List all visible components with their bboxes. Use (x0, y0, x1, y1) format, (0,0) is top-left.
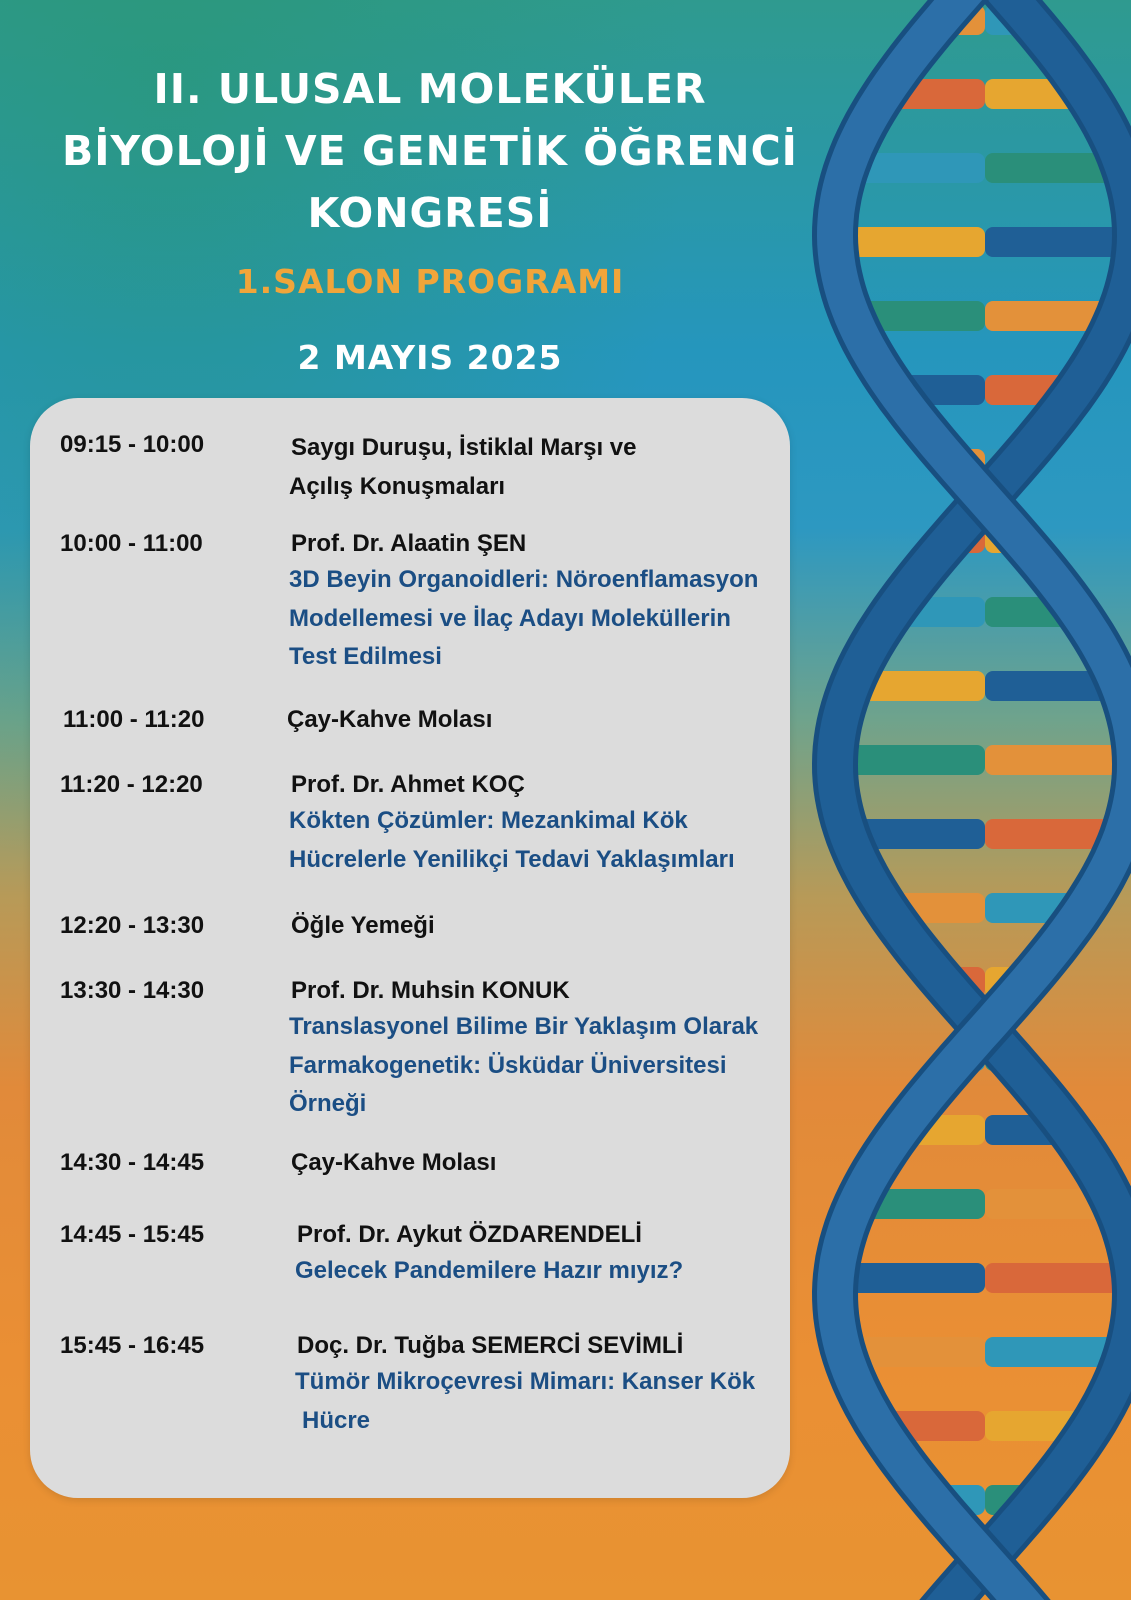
session-time: 11:20 - 12:20 (60, 771, 203, 798)
speaker-name: Doç. Dr. Tuğba SEMERCİ SEVİMLİ (297, 1332, 684, 1359)
talk-title: Örneği (289, 1090, 367, 1117)
session-time: 14:30 - 14:45 (60, 1149, 205, 1176)
event-date: 2 MAYIS 2025 (297, 338, 563, 377)
session-time: 14:45 - 15:45 (60, 1221, 205, 1248)
hall-program-subtitle: 1.SALON PROGRAMI (235, 262, 625, 301)
session-event: Açılış Konuşmaları (289, 473, 506, 500)
session-detail (291, 1146, 811, 1180)
title-line: KONGRESİ (307, 189, 553, 237)
session-event: Çay-Kahve Molası (291, 1149, 497, 1176)
session-detail (291, 527, 811, 677)
talk-title: Translasyonel Bilime Bir Yaklaşım Olarak (289, 1013, 759, 1040)
talk-title: Tümör Mikroçevresi Mimarı: Kanser Kök (295, 1368, 756, 1395)
session-event: Öğle Yemeği (291, 912, 435, 939)
session-event: Saygı Duruşu, İstiklal Marşı ve (291, 434, 637, 461)
session-time: 13:30 - 14:30 (60, 977, 205, 1004)
schedule-card (30, 398, 790, 1498)
talk-title: Hücrelerle Yenilikçi Tedavi Yaklaşımları (289, 845, 735, 873)
title-line: BİYOLOJİ VE GENETİK ÖĞRENCİ (62, 127, 798, 175)
talk-title: Modellemesi ve İlaç Adayı Moleküllerin (289, 604, 731, 632)
session-detail (291, 909, 811, 943)
session-detail (287, 703, 807, 737)
session-time: 09:15 - 10:00 (60, 431, 205, 458)
helix-rung (985, 1263, 1131, 1293)
title-line: II. ULUSAL MOLEKÜLER (153, 65, 707, 113)
speaker-name: Prof. Dr. Muhsin KONUK (291, 977, 570, 1004)
talk-title: Kökten Çözümler: Mezankimal Kök (289, 807, 688, 834)
session-detail (291, 974, 811, 1124)
talk-title: Hücre (302, 1406, 371, 1434)
speaker-name: Prof. Dr. Alaatin ŞEN (291, 530, 527, 557)
session-time: 10:00 - 11:00 (60, 530, 203, 557)
speaker-name: Prof. Dr. Aykut ÖZDARENDELİ (297, 1221, 642, 1248)
session-detail (291, 768, 811, 879)
talk-title: Gelecek Pandemilere Hazır mıyız? (295, 1257, 684, 1284)
session-time: 11:00 - 11:20 (63, 706, 205, 733)
helix-rung (985, 227, 1131, 257)
session-time: 12:20 - 13:30 (60, 912, 205, 939)
helix-rung (985, 745, 1131, 775)
speaker-name: Prof. Dr. Ahmet KOÇ (291, 771, 525, 798)
session-detail (297, 1218, 817, 1291)
session-event: Çay-Kahve Molası (287, 706, 493, 733)
talk-title: Test Edilmesi (289, 643, 442, 670)
session-detail (297, 1329, 817, 1440)
session-detail (291, 428, 811, 506)
session-time: 15:45 - 16:45 (60, 1332, 205, 1359)
talk-title: Farmakogenetik: Üsküdar Üniversitesi (289, 1051, 727, 1079)
congress-title (40, 58, 820, 244)
dna-helix-illustration (780, 0, 1131, 1600)
talk-title: 3D Beyin Organoidleri: Nöroenflamasyon (289, 566, 759, 593)
